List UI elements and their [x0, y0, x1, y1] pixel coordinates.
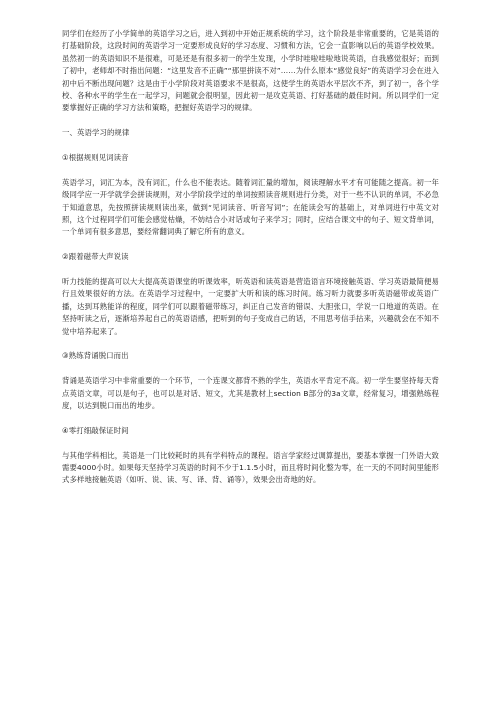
- item-3-body: 背诵是英语学习中非常重要的一个环节，一个连课文都背不熟的学生，英语水平肯定不高。初一学生要坚持每天背点英语文章，可以是句子，也可以是对话、短文，尤其是教材上section B部分的3a文章，经常复习，增强熟练程度，以达到脱口而出的地步。: [62, 376, 439, 411]
- item-2-heading: ②跟着磁带大声说读: [62, 252, 129, 262]
- item-1-body: 英语学习，词汇为本，没有词汇，什么也不能表达。随着词汇量的增加，阅读理解水平才有可能随之提高。初一年级同学应一开学就学会拼读规则，对小学阶段学过的单词按照读音规则进行分类，对于一些不认识的单词，不必急于知道意思，先按照拼读规则读出来，做到“见词读音、听音写词”；在能读会写的基础上，对单词进行中英文对照，这个过程同学们可能会感觉枯燥，不妨结合小对话或句子来学习；同时，应结合课文中的句子、短文背单词，一个单词有很多意思，要经常翻词典了解它所有的意义。: [62, 177, 439, 237]
- intro-paragraph: 同学们在经历了小学简单的英语学习之后，进入到初中开始正规系统的学习，这个阶段是非常重要的，它是英语的打基础阶段，这段时间的英语学习一定要形成良好的学习态度、习惯和方法，它会一直影响以后的英语学校效果。虽然初一的英语知识不是很难，可是还是有很多初一的学生发现，小学时哇啦哇啦地说英语，自我感觉很好；而到了初中，老师却不时指出问题：“这里发音不正确”“那里拼读不对”……为什么原本“感觉良好”的英语学习会在进入初中后不断出现问题？这是由于小学阶段对英语要求不是很高，这使学生的英语水平层次不齐，到了初一，各个学校、各种水平的学生在一起学习，问题就会很明显，因此初一是攻克英语、打好基础的最佳时间。所以同学们一定要掌握好正确的学习方法和策略，把握好英语学习的规律。: [62, 29, 439, 113]
- item-3-heading: ③熟练背诵脱口而出: [62, 351, 129, 361]
- item-4-heading: ④零打细敲保证时间: [62, 425, 129, 435]
- document-page: [62, 28, 439, 487]
- section-heading: 一、英语学习的规律: [62, 128, 130, 138]
- item-1-heading: ①根据规则见词读音: [62, 153, 129, 163]
- item-4-body: 与其他学科相比，英语是一门比较耗时的具有学科特点的课程。语言学家经过调算提出，要基本掌握一门外语大致需要4000小时。如果每天坚持学习英语的时间不少于1.1.5小时，而且将时间化整为零，在一天的不同时间里能形式多样地接触英语（如听、说、读、写、译、背、诵等），效果会出奇地的好。: [62, 450, 439, 485]
- item-2-body: 听力技能的提高可以大大提高英语课堂的听课效率，听英语和读英语是营造语言环境接触英语、学习英语最简便易行且效果很好的方法。在英语学习过程中，一定要扩大听和读的练习时间。练习听力就要多听英语磁带或英语广播，达到耳熟能详的程度，同学们可以跟着磁带练习，纠正自己发音的错误、大胆张口，学说一口地道的英语。在坚持听读之后，逐渐培养起自己的英语语感，把听到的句子变成自己的话，不用思考信手拈来，兴趣就会在不知不觉中培养起来了。: [62, 277, 439, 336]
